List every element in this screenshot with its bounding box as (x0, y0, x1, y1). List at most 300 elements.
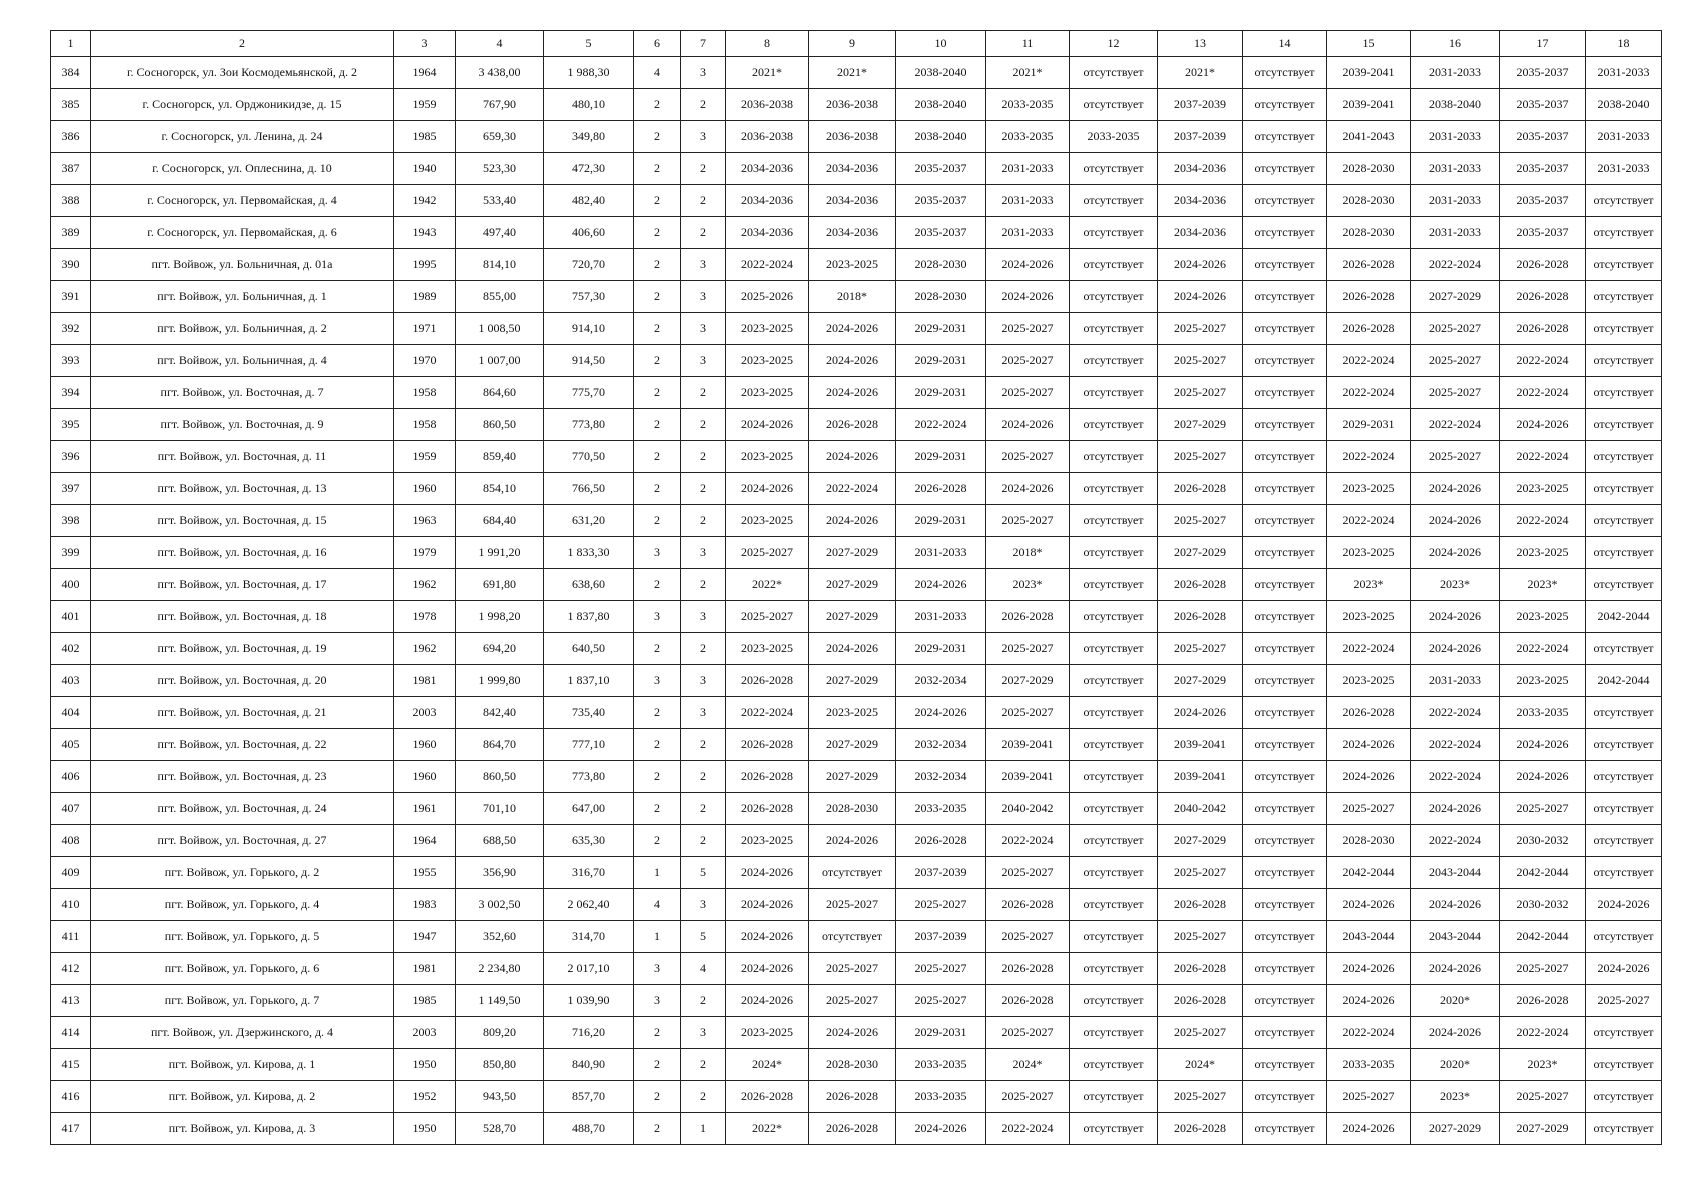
table-cell: отсутствует (1586, 1081, 1662, 1113)
address-cell: пгт. Войвож, ул. Больничная, д. 4 (91, 345, 394, 377)
table-cell: 3 (681, 313, 726, 345)
table-cell: 2024-2026 (726, 409, 809, 441)
table-cell: 2023-2025 (726, 441, 809, 473)
table-cell: 2030-2032 (1500, 825, 1586, 857)
table-cell: 1959 (394, 89, 456, 121)
table-cell: 2036-2038 (726, 89, 809, 121)
table-cell: 488,70 (544, 1113, 634, 1145)
table-cell: отсутствует (1586, 569, 1662, 601)
table-cell: 860,50 (456, 409, 544, 441)
table-cell: 2026-2028 (1158, 601, 1243, 633)
table-cell: 2034-2036 (1158, 185, 1243, 217)
table-cell: 2035-2037 (1500, 57, 1586, 89)
table-cell: 417 (51, 1113, 91, 1145)
table-cell: 2031-2033 (1411, 153, 1500, 185)
table-cell: 2037-2039 (896, 921, 986, 953)
table-cell: 1985 (394, 121, 456, 153)
table-cell: 2024* (986, 1049, 1070, 1081)
table-cell: 2025-2027 (726, 537, 809, 569)
table-cell: 2 (634, 1017, 681, 1049)
table-cell: 2030-2032 (1500, 889, 1586, 921)
table-cell: отсутствует (1070, 281, 1158, 313)
table-cell: 2028-2030 (809, 793, 896, 825)
table-row (51, 89, 1662, 121)
table-row (51, 473, 1662, 505)
table-cell: 2043-2044 (1411, 857, 1500, 889)
table-cell: 2022* (726, 1113, 809, 1145)
table-cell: 2026-2028 (1327, 281, 1411, 313)
table-cell: 2035-2037 (1500, 185, 1586, 217)
table-cell: 2033-2035 (896, 1081, 986, 1113)
table-cell: 2026-2028 (726, 761, 809, 793)
table-cell: 2033-2035 (986, 121, 1070, 153)
table-cell: 2038-2040 (1586, 89, 1662, 121)
column-number-cell: 8 (726, 31, 809, 57)
table-cell: 388 (51, 185, 91, 217)
table-cell: 3 (681, 889, 726, 921)
table-cell: 407 (51, 793, 91, 825)
table-cell: 2026-2028 (986, 985, 1070, 1017)
table-cell: отсутствует (1586, 825, 1662, 857)
table-cell: 2023-2025 (726, 825, 809, 857)
table-cell: 2026-2028 (809, 409, 896, 441)
table-row (51, 217, 1662, 249)
table-cell: 1 988,30 (544, 57, 634, 89)
table-row (51, 281, 1662, 313)
table-cell: 2024-2026 (1411, 953, 1500, 985)
table-cell: 2024-2026 (1411, 793, 1500, 825)
table-cell: отсутствует (1243, 537, 1327, 569)
table-cell: 2024-2026 (1327, 985, 1411, 1017)
table-cell: отсутствует (1243, 345, 1327, 377)
table-cell: отсутствует (1243, 697, 1327, 729)
table-cell: 2025-2027 (1158, 345, 1243, 377)
address-cell: пгт. Войвож, ул. Больничная, д. 2 (91, 313, 394, 345)
column-number-cell: 14 (1243, 31, 1327, 57)
table-cell: 2040-2042 (1158, 793, 1243, 825)
table-cell: 2031-2033 (986, 153, 1070, 185)
table-cell: 2025-2027 (1158, 441, 1243, 473)
table-cell: 2 (634, 825, 681, 857)
table-cell: отсутствует (1070, 217, 1158, 249)
table-cell: 533,40 (456, 185, 544, 217)
table-cell: 2023-2025 (1327, 665, 1411, 697)
table-cell: 2021* (809, 57, 896, 89)
table-cell: 406,60 (544, 217, 634, 249)
table-cell: 482,40 (544, 185, 634, 217)
table-cell: 2029-2031 (896, 441, 986, 473)
table-row (51, 121, 1662, 153)
table-cell: отсутствует (1586, 537, 1662, 569)
table-cell: отсутствует (1586, 441, 1662, 473)
table-cell: 2025-2027 (986, 441, 1070, 473)
table-cell: отсутствует (1243, 313, 1327, 345)
table-cell: отсутствует (1243, 121, 1327, 153)
table-cell: 2024-2026 (1411, 889, 1500, 921)
table-cell: 2025-2027 (986, 857, 1070, 889)
table-cell: отсутствует (1070, 185, 1158, 217)
table-cell: 2024-2026 (809, 345, 896, 377)
table-cell: 2023-2025 (1327, 601, 1411, 633)
table-cell: 2031-2033 (1411, 185, 1500, 217)
table-cell: 2033-2035 (1327, 1049, 1411, 1081)
table-row (51, 665, 1662, 697)
table-header (51, 31, 1662, 57)
table-cell: 2026-2028 (1158, 985, 1243, 1017)
table-cell: 2024-2026 (1411, 601, 1500, 633)
table-cell: отсутствует (1586, 1049, 1662, 1081)
table-cell: 2 (634, 1049, 681, 1081)
table-cell: 2023* (1411, 569, 1500, 601)
table-cell: 1960 (394, 729, 456, 761)
table-cell: 2024-2026 (809, 825, 896, 857)
table-cell: отсутствует (1586, 345, 1662, 377)
table-cell: 3 (681, 57, 726, 89)
table-cell: 2038-2040 (896, 121, 986, 153)
table-cell: 2035-2037 (1500, 217, 1586, 249)
table-cell: 2026-2028 (986, 889, 1070, 921)
table-cell: 2034-2036 (726, 153, 809, 185)
address-cell: пгт. Войвож, ул. Восточная, д. 17 (91, 569, 394, 601)
table-cell: 2024-2026 (726, 953, 809, 985)
table-cell: 2026-2028 (726, 729, 809, 761)
table-cell: 3 (681, 697, 726, 729)
table-cell: 2025-2027 (986, 313, 1070, 345)
table-cell: 2 (634, 697, 681, 729)
table-cell: 701,10 (456, 793, 544, 825)
table-cell: 2 (634, 569, 681, 601)
table-cell: 2031-2033 (896, 537, 986, 569)
table-cell: 2042-2044 (1327, 857, 1411, 889)
table-cell: 777,10 (544, 729, 634, 761)
table-cell: 2022-2024 (1500, 441, 1586, 473)
table-cell: 1963 (394, 505, 456, 537)
table-cell: 2022-2024 (1411, 249, 1500, 281)
table-cell: 2022-2024 (726, 249, 809, 281)
table-cell: 2 (681, 377, 726, 409)
table-cell: 2029-2031 (896, 633, 986, 665)
table-cell: 2036-2038 (809, 121, 896, 153)
table-cell: отсутствует (1070, 665, 1158, 697)
table-cell: 2 (681, 825, 726, 857)
table-cell: отсутствует (1243, 601, 1327, 633)
table-cell: отсутствует (1243, 921, 1327, 953)
table-cell: отсутствует (1243, 633, 1327, 665)
table-cell: 352,60 (456, 921, 544, 953)
table-cell: 2037-2039 (896, 857, 986, 889)
address-cell: пгт. Войвож, ул. Восточная, д. 20 (91, 665, 394, 697)
table-cell: 2003 (394, 1017, 456, 1049)
column-number-cell: 13 (1158, 31, 1243, 57)
table-cell: 2042-2044 (1586, 601, 1662, 633)
table-cell: 2025-2027 (1586, 985, 1662, 1017)
table-cell: 2022-2024 (1500, 345, 1586, 377)
table-cell: 2022-2024 (986, 1113, 1070, 1145)
table-cell: отсутствует (1070, 249, 1158, 281)
table-cell: 2024-2026 (986, 281, 1070, 313)
table-cell: 401 (51, 601, 91, 633)
table-cell: отсутствует (1243, 505, 1327, 537)
table-cell: отсутствует (1586, 729, 1662, 761)
table-cell: 2034-2036 (726, 217, 809, 249)
table-cell: 2 (634, 729, 681, 761)
table-cell: 387 (51, 153, 91, 185)
table-cell: 631,20 (544, 505, 634, 537)
table-cell: 2 (681, 793, 726, 825)
table-cell: отсутствует (1243, 217, 1327, 249)
table-cell: 2028-2030 (809, 1049, 896, 1081)
table-row (51, 825, 1662, 857)
table-cell: 2027-2029 (809, 761, 896, 793)
table-cell: 385 (51, 89, 91, 121)
table-cell: 2038-2040 (896, 89, 986, 121)
table-cell: 775,70 (544, 377, 634, 409)
table-row (51, 729, 1662, 761)
column-number-cell: 2 (91, 31, 394, 57)
table-cell: 2 (681, 505, 726, 537)
table-cell: 2 (681, 409, 726, 441)
table-cell: 1962 (394, 633, 456, 665)
table-cell: отсутствует (1070, 729, 1158, 761)
table-cell: 2034-2036 (809, 153, 896, 185)
table-cell: отсутствует (1243, 249, 1327, 281)
table-cell: 2025-2027 (1158, 505, 1243, 537)
table-row (51, 633, 1662, 665)
table-row (51, 505, 1662, 537)
table-cell: 2025-2027 (1327, 1081, 1411, 1113)
table-cell: 2 (681, 729, 726, 761)
table-cell: 2026-2028 (726, 1081, 809, 1113)
table-cell: 2026-2028 (1500, 249, 1586, 281)
table-cell: 1 149,50 (456, 985, 544, 1017)
address-cell: пгт. Войвож, ул. Восточная, д. 7 (91, 377, 394, 409)
table-cell: 2024-2026 (726, 985, 809, 1017)
address-cell: г. Сосногорск, ул. Первомайская, д. 6 (91, 217, 394, 249)
table-cell: 2023* (1411, 1081, 1500, 1113)
table-cell: 2025-2026 (726, 281, 809, 313)
table-cell: 414 (51, 1017, 91, 1049)
table-cell: 397 (51, 473, 91, 505)
table-cell: отсутствует (1070, 953, 1158, 985)
table-cell: 2024-2026 (1411, 505, 1500, 537)
table-cell: 2018* (809, 281, 896, 313)
table-cell: 2 (634, 281, 681, 313)
table-cell: отсутствует (1070, 697, 1158, 729)
table-cell: отсутствует (1243, 953, 1327, 985)
table-cell: 842,40 (456, 697, 544, 729)
table-row (51, 537, 1662, 569)
table-cell: 2034-2036 (1158, 153, 1243, 185)
table-cell: отсутствует (1070, 57, 1158, 89)
table-cell: 2 (634, 505, 681, 537)
table-cell: 411 (51, 921, 91, 953)
table-cell: 2022-2024 (1500, 377, 1586, 409)
table-cell: 390 (51, 249, 91, 281)
table-cell: отсутствует (1070, 889, 1158, 921)
table-cell: отсутствует (1586, 761, 1662, 793)
column-number-cell: 12 (1070, 31, 1158, 57)
table-cell: 2 (634, 377, 681, 409)
address-cell: пгт. Войвож, ул. Кирова, д. 2 (91, 1081, 394, 1113)
table-cell: отсутствует (1243, 729, 1327, 761)
table-row (51, 1049, 1662, 1081)
table-cell: 399 (51, 537, 91, 569)
table-cell: 2025-2027 (1327, 793, 1411, 825)
table-cell: 472,30 (544, 153, 634, 185)
table-cell: 2024-2026 (809, 377, 896, 409)
table-cell: 2034-2036 (809, 185, 896, 217)
table-cell: 854,10 (456, 473, 544, 505)
table-cell: 398 (51, 505, 91, 537)
table-cell: 1 (634, 921, 681, 953)
address-cell: пгт. Войвож, ул. Восточная, д. 9 (91, 409, 394, 441)
table-cell: 2025-2027 (986, 697, 1070, 729)
table-cell: отсутствует (1070, 921, 1158, 953)
table-cell: 3 (681, 601, 726, 633)
table-cell: 2025-2027 (1500, 953, 1586, 985)
table-cell: 2026-2028 (726, 793, 809, 825)
table-cell: 1 007,00 (456, 345, 544, 377)
table-cell: 2039-2041 (1327, 89, 1411, 121)
table-cell: отсутствует (1070, 569, 1158, 601)
table-cell: 2027-2029 (1411, 1113, 1500, 1145)
table-cell: 2025-2027 (1158, 377, 1243, 409)
table-cell: 2024-2026 (1411, 633, 1500, 665)
table-cell: 5 (681, 921, 726, 953)
address-cell: пгт. Войвож, ул. Больничная, д. 01а (91, 249, 394, 281)
address-cell: пгт. Войвож, ул. Горького, д. 2 (91, 857, 394, 889)
table-cell: 1960 (394, 761, 456, 793)
table-cell: 392 (51, 313, 91, 345)
table-cell: 2024-2026 (1158, 281, 1243, 313)
table-row (51, 249, 1662, 281)
table-cell: 1958 (394, 377, 456, 409)
table-cell: отсутствует (809, 921, 896, 953)
table-cell: отсутствует (1243, 1017, 1327, 1049)
table-cell: 2 (681, 89, 726, 121)
table-cell: отсутствует (1070, 601, 1158, 633)
table-cell: 2039-2041 (1158, 761, 1243, 793)
table-cell: 497,40 (456, 217, 544, 249)
table-cell: отсутствует (1070, 537, 1158, 569)
table-cell: 2024-2026 (726, 921, 809, 953)
table-cell: 2039-2041 (1327, 57, 1411, 89)
table-cell: 2025-2027 (896, 953, 986, 985)
table-cell: отсутствует (1070, 793, 1158, 825)
table-cell: 2022-2024 (1327, 441, 1411, 473)
address-cell: пгт. Войвож, ул. Восточная, д. 21 (91, 697, 394, 729)
table-cell: 402 (51, 633, 91, 665)
table-cell: 405 (51, 729, 91, 761)
table-cell: 2028-2030 (1327, 185, 1411, 217)
table-cell: 1 998,20 (456, 601, 544, 633)
table-cell: отсутствует (1243, 473, 1327, 505)
table-cell: 2025-2027 (896, 889, 986, 921)
table-cell: отсутствует (1070, 153, 1158, 185)
table-cell: 735,40 (544, 697, 634, 729)
table-cell: 2022-2024 (1327, 505, 1411, 537)
table-row (51, 761, 1662, 793)
table-cell: 528,70 (456, 1113, 544, 1145)
table-row (51, 569, 1662, 601)
table-cell: 2038-2040 (896, 57, 986, 89)
table-cell: 2018* (986, 537, 1070, 569)
table-cell: 2035-2037 (896, 217, 986, 249)
table-cell: 2025-2027 (1411, 313, 1500, 345)
table-cell: 2025-2027 (726, 601, 809, 633)
table-cell: 2025-2027 (986, 377, 1070, 409)
address-cell: пгт. Войвож, ул. Горького, д. 6 (91, 953, 394, 985)
table-cell: 860,50 (456, 761, 544, 793)
address-cell: пгт. Войвож, ул. Восточная, д. 15 (91, 505, 394, 537)
table-cell: 1 008,50 (456, 313, 544, 345)
column-number-cell: 15 (1327, 31, 1411, 57)
table-cell: 773,80 (544, 409, 634, 441)
table-cell: 523,30 (456, 153, 544, 185)
table-cell: 2 (634, 89, 681, 121)
table-cell: 2025-2027 (1411, 345, 1500, 377)
table-cell: отсутствует (1586, 793, 1662, 825)
address-cell: пгт. Войвож, ул. Восточная, д. 16 (91, 537, 394, 569)
table-cell: 2 234,80 (456, 953, 544, 985)
table-cell: отсутствует (1586, 313, 1662, 345)
table-cell: 2024-2026 (1500, 409, 1586, 441)
table-cell: 2027-2029 (986, 665, 1070, 697)
table-cell: 1970 (394, 345, 456, 377)
table-cell: отсутствует (1070, 89, 1158, 121)
table-cell: 2033-2035 (1070, 121, 1158, 153)
table-cell: 2029-2031 (896, 1017, 986, 1049)
table-cell: 1981 (394, 953, 456, 985)
address-cell: г. Сосногорск, ул. Зои Космодемьянской, д. 2 (91, 57, 394, 89)
table-cell: 3 (634, 953, 681, 985)
table-cell: отсутствует (1243, 89, 1327, 121)
table-cell: 2023* (986, 569, 1070, 601)
table-cell: отсутствует (1586, 281, 1662, 313)
table-cell: 2026-2028 (809, 1081, 896, 1113)
table-cell: 2 (634, 409, 681, 441)
table-cell: 2025-2027 (809, 953, 896, 985)
table-body (51, 57, 1662, 1145)
table-cell: 1958 (394, 409, 456, 441)
table-cell: 2026-2028 (1327, 313, 1411, 345)
table-cell: 2027-2029 (1158, 537, 1243, 569)
table-row (51, 441, 1662, 473)
table-cell: 2022-2024 (726, 697, 809, 729)
table-cell: отсутствует (1586, 377, 1662, 409)
table-cell: 1985 (394, 985, 456, 1017)
table-cell: 3 (681, 281, 726, 313)
table-cell: отсутствует (1070, 1049, 1158, 1081)
table-cell: отсутствует (1586, 857, 1662, 889)
table-cell: 2040-2042 (986, 793, 1070, 825)
table-cell: 1 (681, 1113, 726, 1145)
table-cell: 412 (51, 953, 91, 985)
table-cell: 691,80 (456, 569, 544, 601)
table-cell: 1950 (394, 1113, 456, 1145)
table-cell: отсутствует (809, 857, 896, 889)
table-cell: отсутствует (1243, 57, 1327, 89)
table-cell: 2022-2024 (1327, 377, 1411, 409)
table-cell: 2023-2025 (809, 249, 896, 281)
table-cell: 2034-2036 (1158, 217, 1243, 249)
table-cell: 2022* (726, 569, 809, 601)
table-cell: отсутствует (1070, 313, 1158, 345)
table-cell: 384 (51, 57, 91, 89)
table-cell: 2023-2025 (1500, 601, 1586, 633)
table-cell: 2 (634, 153, 681, 185)
table-cell: отсутствует (1070, 985, 1158, 1017)
